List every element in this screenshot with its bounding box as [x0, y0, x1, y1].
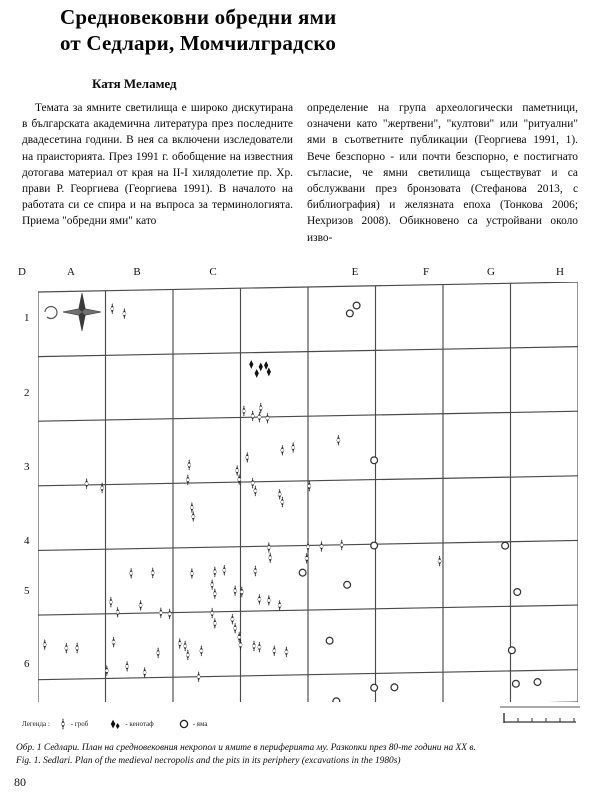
cenotaph-marker	[249, 360, 253, 369]
grave-marker	[231, 614, 235, 625]
pit-marker	[514, 589, 521, 596]
grid-column-label-e: E	[351, 266, 359, 278]
grave-marker	[213, 566, 217, 577]
grave-marker	[253, 485, 257, 496]
grave-marker	[178, 638, 182, 649]
grave-marker	[159, 607, 163, 618]
cenotaph-marker	[267, 368, 271, 377]
grave-marker	[156, 647, 160, 658]
pit-marker	[346, 310, 353, 317]
grave-marker	[280, 496, 284, 507]
grid-column-labels	[18, 266, 578, 282]
pit-marker	[502, 542, 509, 549]
grave-marker	[280, 445, 284, 456]
grid-column-label-b: B	[133, 266, 141, 278]
plan-svg	[38, 282, 578, 702]
title-line-1: Средновековни обредни ями	[60, 5, 337, 29]
grid-row-label-2: 2	[24, 387, 30, 399]
grid-row-label-4: 4	[24, 535, 30, 547]
compass-rose-icon	[63, 293, 101, 331]
pit-marker	[371, 542, 378, 549]
pit-marker	[508, 647, 515, 654]
grave-marker	[143, 667, 147, 678]
grave-marker	[252, 640, 256, 651]
grave-marker	[186, 474, 190, 485]
grid-row-label-1: 1	[24, 312, 30, 324]
pit-marker	[371, 684, 378, 691]
grave-marker	[222, 565, 226, 576]
grave-marker	[110, 303, 114, 314]
pit-marker	[391, 684, 398, 691]
grave-marker	[253, 565, 257, 576]
legend-label-cenotaph: - кенотаф	[125, 720, 154, 728]
figure-legend	[22, 714, 352, 734]
pit-marker	[344, 581, 351, 588]
body-column-right	[307, 100, 578, 260]
legend-item-grave	[58, 717, 89, 731]
grid-column-label-f: F	[422, 266, 430, 278]
pit-marker	[353, 302, 360, 309]
title-line-2: от Седлари, Момчилградско	[60, 31, 337, 55]
scale-bar	[498, 704, 582, 726]
grave-marker	[235, 465, 239, 476]
grave-marker	[266, 413, 270, 424]
cenotaph-marker	[255, 369, 259, 378]
pit-marker	[534, 679, 541, 686]
grave-marker	[268, 552, 272, 563]
grave-marker	[139, 600, 143, 611]
grave-marker	[190, 568, 194, 579]
grave-marker	[186, 649, 190, 660]
grave-marker	[233, 623, 237, 634]
grave-marker-icon	[58, 717, 68, 731]
grave-marker	[100, 482, 104, 493]
pit-marker	[326, 637, 333, 644]
grave-marker	[251, 410, 255, 421]
grid-column-label-h: H	[556, 266, 564, 278]
caption-english: Fig. 1. Sedlari. Plan of the medieval necropolis and the pits in its periphery (excavations in the 1980s)	[16, 755, 401, 766]
grid-column-label-c: C	[209, 266, 217, 278]
pit-marker	[299, 569, 306, 576]
grave-marker	[291, 442, 295, 453]
grave-marker	[43, 639, 47, 650]
pit-marker	[513, 680, 520, 687]
figure-captions	[16, 742, 588, 767]
grave-marker	[64, 643, 68, 654]
grave-marker	[85, 478, 89, 489]
grave-marker	[438, 556, 442, 567]
grave-marker	[267, 542, 271, 553]
grave-marker	[278, 600, 282, 611]
page-title	[60, 4, 560, 56]
grave-marker	[75, 642, 79, 653]
grave-marker	[258, 642, 262, 653]
grave-marker	[213, 618, 217, 629]
grave-marker	[187, 459, 191, 470]
grave-marker	[183, 640, 187, 651]
cenotaph-marker-icon	[108, 717, 122, 731]
legend-title: Легенда :	[22, 720, 50, 728]
pit-marker	[333, 698, 340, 702]
figure-plan	[18, 266, 578, 714]
grave-marker	[233, 585, 237, 596]
author-name: Катя Меламед	[92, 76, 177, 91]
grid-column-label-a: A	[67, 266, 75, 278]
grave-marker	[251, 478, 255, 489]
cenotaph-marker	[259, 363, 263, 372]
grave-marker	[116, 607, 120, 618]
grid-row-label-5: 5	[24, 585, 30, 597]
grave-marker	[210, 608, 214, 619]
legend-label-pit: - яма	[192, 720, 208, 728]
pit-marker-icon	[178, 718, 190, 730]
cenotaph-marker	[264, 361, 268, 370]
grave-marker	[125, 661, 129, 672]
page-number: 80	[14, 775, 26, 789]
grave-marker	[242, 405, 246, 416]
grave-marker	[197, 671, 201, 682]
grave-marker	[336, 435, 340, 446]
grave-marker	[112, 637, 116, 648]
grave-marker	[109, 597, 113, 608]
caption-bulgarian: Обр. 1 Седлари. План на средновековния некропол и ямите в перифериятa му. Разкопки през 80-те години на XX в.	[16, 743, 476, 753]
grave-marker	[168, 608, 172, 619]
grave-marker	[213, 588, 217, 599]
legend-item-cenotaph	[108, 717, 153, 731]
grave-marker	[285, 646, 289, 657]
body-column-left	[22, 100, 293, 260]
legend-item-pit	[178, 718, 208, 730]
grave-marker	[278, 489, 282, 500]
scale-bar-svg	[498, 704, 582, 726]
grave-marker	[210, 579, 214, 590]
grid-row-label-3: 3	[24, 461, 30, 473]
necropolis-plan	[38, 282, 578, 702]
grave-marker	[272, 645, 276, 656]
grid-column-label-d: D	[18, 266, 26, 278]
grid-row-label-6: 6	[24, 658, 30, 670]
body-paragraph-right: определение на група археологически паметници, означени като "жертвени", "култови" или "ритуални" ями в съответните публикации (Георгиева 1991, 1). Вече безспорно - или почти безспорно, е постигнато съгласие, че ямни светилища съществуват и са обслужвани през бронзовата (Стефанова 2013, с библиография) и желязната епоха (Тонкова 2006; Нехризов 2008). Обикновено са устройвани около изво-	[307, 102, 578, 244]
grave-marker	[258, 594, 262, 605]
grave-marker	[245, 452, 249, 463]
grave-marker	[151, 567, 155, 578]
body-columns	[22, 100, 578, 260]
grave-marker	[129, 568, 133, 579]
grave-marker	[267, 595, 271, 606]
grid-column-label-g: G	[487, 266, 495, 278]
legend-label-grave: - гроб	[70, 720, 89, 728]
body-paragraph-left: Темата за ямните светилища е широко дискутирана в българската академична литература през последните двадесетина години. В нея са включени изследователи на праисторията. През 1991 г. обобщение на известния дотогава материал от края на II-I хилядолетие пр. Хр. прави Р. Георгиева (Георгиева 1991). В началото на работата си се спира и на въпроса за терминологията. Приема "обредни ями" като	[22, 102, 293, 228]
pit-marker	[371, 457, 378, 464]
grave-marker	[320, 541, 324, 552]
grave-marker	[306, 541, 310, 552]
grave-marker	[340, 539, 344, 550]
grave-marker	[199, 645, 203, 656]
grave-marker	[123, 308, 127, 319]
